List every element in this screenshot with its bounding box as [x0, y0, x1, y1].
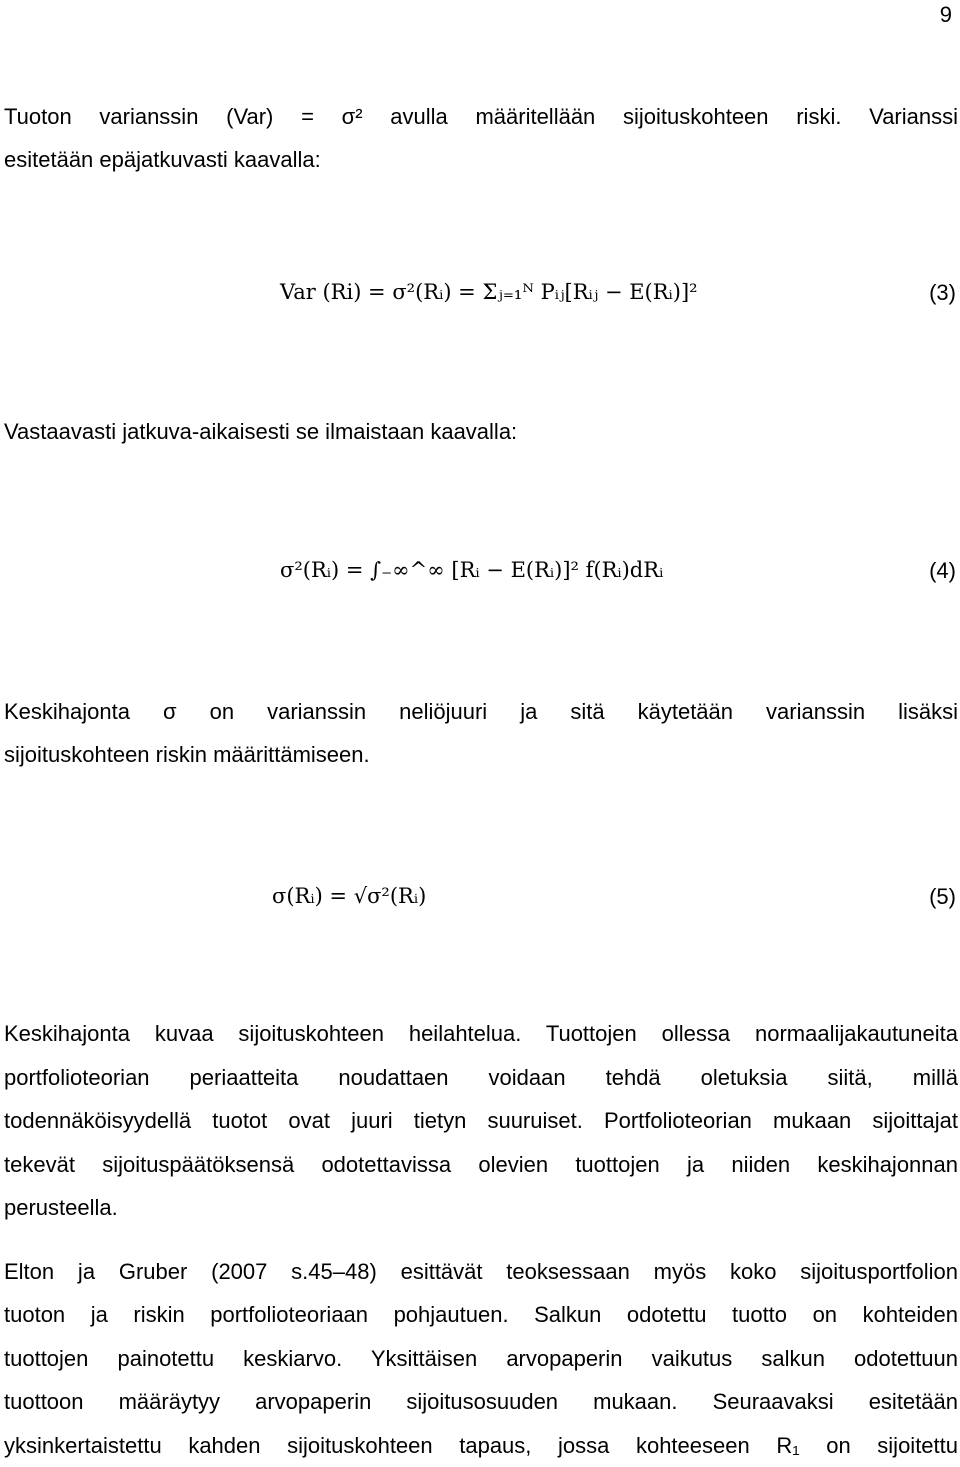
paragraph-std-line-1: Keskihajonta σ on varianssin neliöjuuri ja sitä käytetään varianssin lisäksi [4, 699, 958, 724]
paragraph-volatility-line-1: Keskihajonta kuvaa sijoituskohteen heilahtelua. Tuottojen ollessa normaalijakautuneita [4, 1021, 958, 1046]
paragraph-portfolio-line-3: tuottojen painotettu keskiarvo. Yksittäisen arvopaperin vaikutus salkun odotettuun [4, 1346, 958, 1371]
equation-3-formula: Var (Ri) = σ²(Rᵢ) = Σⱼ₌₁ᴺ Pᵢⱼ[Rᵢⱼ − E(Rᵢ)]² [280, 280, 698, 304]
equation-4 [0, 550, 960, 600]
equation-3 [0, 272, 960, 322]
paragraph-portfolio-line-1: Elton ja Gruber (2007 s.45–48) esittävät teoksessaan myös koko sijoitusportfolion [4, 1259, 958, 1284]
paragraph-portfolio-line-2: tuoton ja riskin portfolioteoriaan pohjautuen. Salkun odotettu tuotto on kohteiden [4, 1302, 958, 1327]
equation-5-formula: σ(Rᵢ) = √σ²(Rᵢ) [272, 884, 427, 908]
paragraph-intro-line-1: Tuoton varianssin (Var) = σ² avulla määritellään sijoituskohteen riski. Varianssi [4, 104, 958, 129]
paragraph-portfolio-line-5: yksinkertaistettu kahden sijoituskohteen tapaus, jossa kohteeseen R₁ on sijoitettu [4, 1433, 958, 1458]
paragraph-volatility-line-3: todennäköisyydellä tuotot ovat juuri tietyn suuruiset. Portfolioteorian mukaan sijoittajat [4, 1108, 958, 1133]
paragraph-intro-line-2: esitetään epäjatkuvasti kaavalla: [4, 147, 321, 172]
equation-5 [0, 876, 960, 926]
page-number: 9 [939, 2, 952, 27]
paragraph-continuous: Vastaavasti jatkuva-aikaisesti se ilmaistaan kaavalla: [4, 419, 518, 444]
paragraph-volatility-line-5: perusteella. [4, 1195, 118, 1220]
paragraph-std-line-2: sijoituskohteen riskin määrittämiseen. [4, 742, 370, 767]
equation-5-number: (5) [929, 884, 956, 909]
equation-3-number: (3) [929, 280, 956, 305]
paragraph-volatility-line-4: tekevät sijoituspäätöksensä odotettavissa olevien tuottojen ja niiden keskihajonnan [4, 1152, 958, 1177]
equation-4-number: (4) [929, 558, 956, 583]
paragraph-portfolio-line-4: tuottoon määräytyy arvopaperin sijoitusosuuden mukaan. Seuraavaksi esitetään [4, 1389, 958, 1414]
equation-4-formula: σ²(Rᵢ) = ∫₋∞^∞ [Rᵢ − E(Rᵢ)]² f(Rᵢ)dRᵢ [280, 558, 664, 582]
paragraph-volatility-line-2: portfolioteorian periaatteita noudattaen voidaan tehdä oletuksia siitä, millä [4, 1065, 958, 1090]
